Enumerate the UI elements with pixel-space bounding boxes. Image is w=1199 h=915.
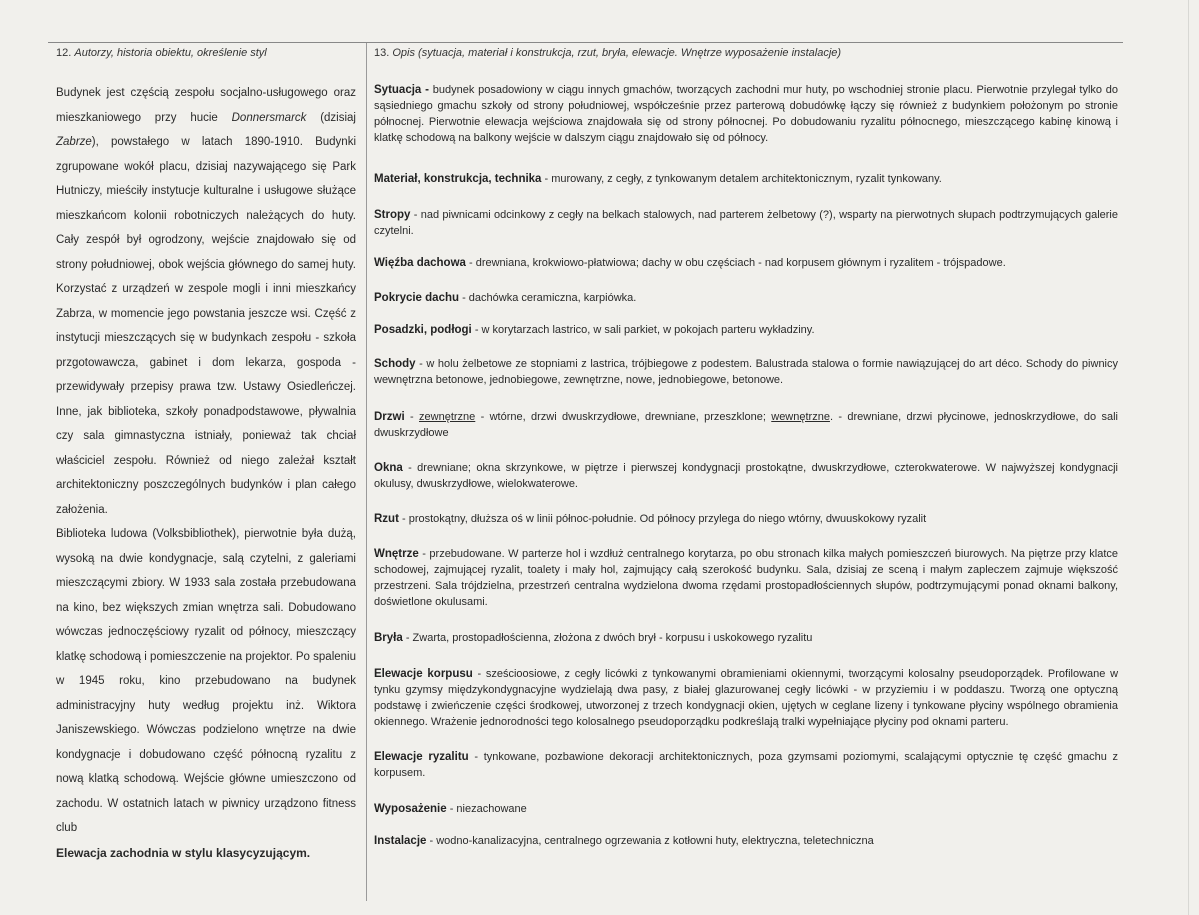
section-label: Materiał, konstrukcja, technika (374, 173, 542, 185)
right-column-header (374, 46, 1118, 61)
italic-run: Zabrze (56, 136, 92, 148)
section-label: Rzut (374, 513, 399, 525)
right-header-title: Opis (sytuacja, materiał i konstrukcja, rzut, bryła, elewacje. Wnętrze wyposażenie instalacje) (392, 47, 842, 59)
left-header-title: Autorzy, historia obiektu, określenie styl (74, 47, 267, 59)
section-bryla (374, 630, 1118, 646)
text-run: ), powstałego w latach 1890-1910. Budynki zgrupowane wokół placu, dzisiaj nazywającego się Park Hutniczy, mieściły instytucje kulturalne i usługowe służące mieszkańcom kolonii robotniczych należących do huty. Cały zespół był ogrodzony, wejście znajdowało się od strony południowej, obok wejścia głównego do samej huty. Korzystać z urządzeń w zespole mogli i inni mieszkańcy Zabrza, w momencie jego powstania jeszcze wsi. Część z instytucji mieszczących się w budynkach zespołu - szkoła przgotowawcza, gabinet i dom lekarza, gospoda - przewidywały przepisy prawa tzw. Ustawy Osiedleńczej. Inne, jak biblioteka, szkoły ponadpodstawowe, pływalnia czy sala gimnastyczna istniały, ponieważ tak chciał właściciel zespołu. Również od niego zależał kształt architektoniczny poszczególnych budynków i plan całego założenia. (56, 136, 356, 516)
section-text: - przebudowane. W parterze hol i wzdłuż centralnego korytarza, po obu stronach kilka małych pomieszczeń biurowych. Na piętrze przy klatce schodowej, zajmującej ryzalit, toalety i mały hol, zajmujący całą szerokość budynku. Sala, dzisiaj ze sceną i małym zapleczem zajmuje większość przestrzeni. Sala trójdzielna, przestrzeń centralna wydzielona dwoma rzędami prostopadłościennych słupów, podtrzymującymi ponad oknami balkony, doświetlone okulusami. (374, 548, 1118, 608)
history-text (56, 81, 356, 865)
section-text: - prostokątny, dłuższa oś w linii północ-południe. Od północy przylega do niego wtórny, dwuuskokowy ryzalit (398, 513, 927, 525)
section-label: Elewacje korpusu (374, 668, 473, 680)
section-schody (374, 356, 1118, 388)
section-drzwi (374, 409, 1118, 441)
section-label: Wnętrze (374, 548, 419, 560)
section-label: Instalacje (374, 835, 427, 847)
section-text: - wodno-kanalizacyjna, centralnego ogrzewania z kotłowni huty, elektryczna, teletechniczna (426, 835, 874, 847)
section-text: . - drewniane, drzwi płycinowe, jednoskrzydłowe, do sali dwuskrzydłowe (374, 411, 1118, 439)
section-text: - (404, 411, 420, 423)
left-header-number: 12. (56, 47, 72, 59)
scan-edge-line (1188, 0, 1189, 915)
section-label: Sytuacja - (374, 84, 430, 96)
section-label: Elewacje ryzalitu (374, 751, 469, 763)
history-paragraph-1 (56, 81, 356, 522)
section-rzut (374, 511, 1118, 527)
section-text: - sześcioosiowe, z cegły licówki z tynkowanymi obramieniami okiennymi, tworzącymi kolosalny pseudoporządek. Profilowane w tynku gzymsy międzykondygnacyjne wydzielają dwa pasy, z białej glazurowanej cegły licówki - w przyziemiu i w poddaszu. Tworzą one optyczną podstawę i zwieńczenie części środkowej, utworzonej z trzech kondygnacji okien, ujętych w ceglane lizeny i tynkowane płyciny wspólnego obramienia okiennego. Wrażenie jednorodności tego kolosalnego pseudoporządku podkreślają tralki wypełniające płyciny pod oknami parteru. (374, 668, 1119, 728)
section-text: - w holu żelbetowe ze stopniami z lastrica, trójbiegowe z podestem. Balustrada stalowa o formie nawiązującej do art déco. Schody do piwnicy wewnętrzna betonowe, jednobiegowe, zewnętrzne, nowe, jednobiegowe, betonowe. (374, 358, 1118, 386)
section-wnetrze (374, 546, 1118, 610)
underlined-term: zewnętrzne (419, 411, 476, 423)
text-run: Budynek jest częścią zespołu socjalno-usługowego oraz mieszkaniowego przy hucie (56, 87, 356, 124)
section-label: Okna (374, 462, 403, 474)
section-wyposazenie (374, 801, 1118, 817)
section-sytuacja (374, 82, 1118, 146)
section-elewacje-ryzalitu (374, 749, 1118, 781)
section-text: - nad piwnicami odcinkowy z cegły na belkach stalowych, nad parterem żelbetowy (?), wsparty na pierwotnych słupach podtrzymujących galerie czytelni. (374, 209, 1118, 237)
right-header-number: 13. (374, 47, 390, 59)
column-divider (366, 43, 367, 901)
section-label: Wyposażenie (374, 803, 447, 815)
left-column (56, 46, 356, 865)
text-run: (dzisiaj (306, 111, 356, 124)
style-statement: Elewacja zachodnia w stylu klasycyzującym. (56, 845, 311, 860)
section-text: - wtórne, drzwi dwuskrzydłowe, drewniane, przeszklone; (475, 411, 772, 423)
section-stropy (374, 207, 1118, 239)
section-text: - drewniane; okna skrzynkowe, w piętrze i pierwszej kondygnacji prostokątne, dwuskrzydłowe, czterokwaterowe. W najwyższej kondygnacji okulusy, dwuskrzydłowe, wielokwaterowe. (374, 462, 1118, 490)
section-wiezba (374, 255, 1118, 271)
left-column-header (56, 46, 356, 61)
section-text: - tynkowane, pozbawione dekoracji architektonicznych, poza gzymsami poziomymi, scalającymi optycznie tę część gmachu z korpusem. (374, 751, 1118, 779)
section-text: - drewniana, krokwiowo-płatwiowa; dachy w obu częściach - nad korpusem głównym i ryzalitem - trójspadowe. (465, 257, 1006, 269)
section-label: Bryła (374, 632, 403, 644)
section-text: - w korytarzach lastrico, w sali parkiet, w pokojach parteru wykładziny. (471, 324, 815, 336)
form-sheet (48, 42, 1123, 901)
section-elewacje-korpusu (374, 666, 1118, 730)
section-instalacje (374, 833, 1118, 849)
section-pokrycie (374, 290, 1118, 306)
section-label: Więźba dachowa (374, 257, 466, 269)
section-text: - murowany, z cegły, z tynkowanym detalem architektonicznym, ryzalit tynkowany. (541, 173, 942, 185)
section-text: budynek posadowiony w ciągu innych gmachów, tworzących zachodni mur huty, po wschodniej stronie placu. Pierwotnie przylegał tylko do sąsiedniego gmachu szkoły od strony południowej, współcześnie przez parterową dobudówkę łączy się również z budynkiem położonym po stronie północnej. Pierwotnie elewacja wejściowa znajdowała się od strony północnej. Po dobudowaniu ryzalitu północnego, mieszczącego kabinę kinową i klatkę schodową na balkony wejście w dalszym ciągu znajdowało się od północy. (374, 84, 1119, 144)
section-material (374, 171, 1118, 187)
section-text: - Zwarta, prostopadłościenna, złożona z dwóch brył - korpusu i uskokowego ryzalitu (402, 632, 813, 644)
section-posadzki (374, 322, 1118, 338)
section-label: Posadzki, podłogi (374, 324, 472, 336)
section-text: - niezachowane (446, 803, 527, 815)
underlined-term: wewnętrzne (771, 411, 830, 423)
section-label: Pokrycie dachu (374, 292, 460, 304)
history-paragraph-2: Biblioteka ludowa (Volksbibliothek), pierwotnie była dużą, wysoką na dwie kondygnacje, salą czytelni, z galeriami mieszczącymi zbiory. W 1933 sala została przebudowana na kino, bez większych zmian wnętrza sali. Dobudowano wówczas jednoczęściowy ryzalit od północy, mieszczący klatkę schodową i pomieszczenie na projektor. Po spaleniu w 1945 roku, kino przebudowano na budynek administracyjny huty według projektu inż. Wiktora Janiszewskiego. Wówczas podzielono wnętrze na dwie kondygnacje i dobudowano część północną ryzalitu z nową klatką schodową. Wejście główne umieszczono od zachodu. W ostatnich latach w piwnicy urządzono fitness club (56, 528, 356, 834)
section-label: Stropy (374, 209, 411, 221)
italic-run: Donnersmarck (231, 111, 307, 124)
section-text: - dachówka ceramiczna, karpiówka. (459, 292, 637, 304)
section-label: Schody (374, 358, 416, 370)
section-okna (374, 460, 1118, 492)
section-label: Drzwi (374, 411, 405, 423)
right-column (374, 46, 1119, 847)
